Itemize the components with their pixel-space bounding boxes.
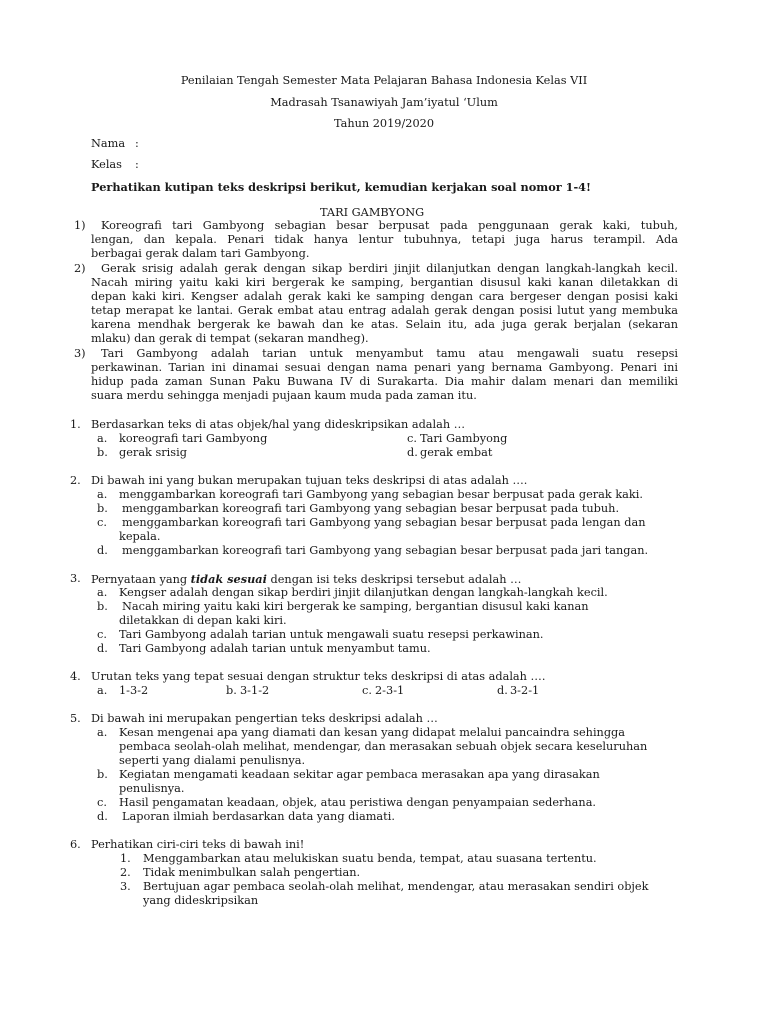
option-text: menggambarkan koreografi tari Gambyong yang sebagian besar berpusat pada lengan dan — [122, 516, 646, 529]
paragraph-number: 2) — [74, 262, 86, 275]
paragraph-number: 1) — [74, 219, 86, 232]
option-text: 3-1-2 — [240, 684, 270, 697]
option-letter: c. — [97, 796, 107, 809]
option-text: gerak srisig — [119, 446, 187, 459]
list-item-number: 1. — [120, 852, 131, 865]
question-number: 1. — [70, 418, 81, 431]
exam-title: Penilaian Tengah Semester Mata Pelajaran Bahasa Indonesia Kelas VII — [180, 74, 588, 87]
option-text-continuation: diletakkan di depan kaki kiri. — [119, 614, 287, 627]
list-item-number: 3. — [120, 880, 131, 893]
option-text: gerak embat — [420, 446, 493, 459]
option-text-continuation: penulisnya. — [119, 782, 185, 795]
paragraph-line: tetap merapat ke lantai. Gerak embat atau entrag adalah gerak dengan posisi lutut yang membuka — [91, 304, 678, 317]
option-text: menggambarkan koreografi tari Gambyong yang sebagian besar berpusat pada jari tangan. — [122, 544, 649, 557]
question-number: 6. — [70, 838, 81, 851]
option-text: Laporan ilmiah berdasarkan data yang diamati. — [122, 810, 395, 823]
paragraph-line: karena mendhak bergerak ke bawah dan ke atas. Selain itu, ada juga gerak berjalan (sekaran — [91, 318, 678, 331]
nama-colon: : — [135, 137, 139, 150]
question-number: 2. — [70, 474, 81, 487]
option-letter: a. — [97, 586, 108, 599]
option-text: Tari Gambyong — [420, 432, 508, 445]
option-letter: b. — [97, 446, 108, 459]
paragraph-line: depan kaki kiri. Kengser adalah gerak kaki ke samping dengan cara bergeser dengan posisi kaki — [91, 290, 678, 303]
paragraph-line: hidup pada zaman Sunan Paku Buwana IV di Surakarta. Dia mahir dalam menari dan memiliki — [91, 375, 678, 388]
option-text: Nacah miring yaitu kaki kiri bergerak ke samping, bergantian disusul kaki kanan — [122, 600, 589, 613]
question-stem: Pernyataan yang tidak sesuai dengan isi teks deskripsi tersebut adalah … — [91, 572, 522, 586]
option-letter: d. — [497, 684, 508, 697]
option-text: menggambarkan koreografi tari Gambyong yang sebagian besar berpusat pada tubuh. — [122, 502, 620, 515]
question-number: 5. — [70, 712, 81, 725]
option-letter: b. — [226, 684, 237, 697]
option-text: 3-2-1 — [510, 684, 540, 697]
paragraph-line: Gerak srisig adalah gerak dengan sikap berdiri jinjit dilanjutkan dengan langkah-langkah kecil. — [101, 262, 678, 275]
paragraph-line: Nacah miring yaitu kaki kiri bergerak ke samping, bergantian disusul kaki kanan diletakkan di — [91, 276, 678, 289]
list-item-number: 2. — [120, 866, 131, 879]
question-number: 4. — [70, 670, 81, 683]
option-text-continuation: pembaca seolah-olah melihat, mendengar, dan merasakan sebuah objek secara keseluruhan — [119, 740, 648, 753]
list-item-text: Bertujuan agar pembaca seolah-olah melihat, mendengar, atau merasakan sendiri objek — [143, 880, 649, 893]
option-text: Tari Gambyong adalah tarian untuk mengawali suatu resepsi perkawinan. — [119, 628, 544, 641]
option-text: koreografi tari Gambyong — [119, 432, 268, 445]
school-year: Tahun 2019/2020 — [333, 117, 435, 130]
passage-title: TARI GAMBYONG — [320, 206, 425, 219]
school-name: Madrasah Tsanawiyah Jam’iyatul ‘Ulum — [270, 96, 498, 109]
question-number: 3. — [70, 572, 81, 585]
question-stem: Urutan teks yang tepat sesuai dengan struktur teks deskripsi di atas adalah …. — [91, 670, 546, 683]
kelas-label: Kelas — [91, 158, 122, 171]
paragraph-line: berbagai gerak dalam tari Gambyong. — [91, 247, 310, 260]
list-item-text: Menggambarkan atau melukiskan suatu benda, tempat, atau suasana tertentu. — [143, 852, 597, 865]
option-letter: b. — [97, 768, 108, 781]
option-letter: a. — [97, 432, 108, 445]
paragraph-line: mlaku) dan gerak di tempat (sekaran mandheg). — [91, 332, 369, 345]
question-stem: Di bawah ini merupakan pengertian teks deskripsi adalah … — [91, 712, 438, 725]
option-text-continuation: kepala. — [119, 530, 161, 543]
question-stem: Berdasarkan teks di atas objek/hal yang dideskripsikan adalah … — [91, 418, 466, 431]
option-text: 2-3-1 — [375, 684, 405, 697]
option-letter: b. — [97, 502, 108, 515]
option-letter: d. — [97, 642, 108, 655]
option-text: Hasil pengamatan keadaan, objek, atau peristiwa dengan penyampaian sederhana. — [119, 796, 597, 809]
option-text: 1-3-2 — [119, 684, 149, 697]
option-letter: d. — [97, 810, 108, 823]
option-text: Kengser adalah dengan sikap berdiri jinjit dilanjutkan dengan langkah-langkah kecil. — [119, 586, 608, 599]
instruction: Perhatikan kutipan teks deskripsi berikut, kemudian kerjakan soal nomor 1-4! — [91, 180, 591, 194]
option-letter: c. — [97, 628, 107, 641]
option-letter: d. — [407, 446, 418, 459]
nama-label: Nama — [91, 137, 126, 150]
option-letter: c. — [407, 432, 417, 445]
option-letter: c. — [97, 516, 107, 529]
option-text-continuation: seperti yang dialami penulisnya. — [119, 754, 306, 767]
question-stem: Di bawah ini yang bukan merupakan tujuan teks deskripsi di atas adalah …. — [91, 474, 528, 487]
option-text: Kegiatan mengamati keadaan sekitar agar pembaca merasakan apa yang dirasakan — [119, 768, 600, 781]
list-item-text: Tidak menimbulkan salah pengertian. — [143, 866, 361, 879]
option-letter: b. — [97, 600, 108, 613]
paragraph-line: suara merdu sehingga menjadi pujaan kaum muda pada zaman itu. — [91, 389, 477, 402]
option-letter: c. — [362, 684, 372, 697]
kelas-colon: : — [135, 158, 139, 171]
paragraph-line: perkawinan. Tarian ini dinamai sesuai dengan nama penari yang bernama Gambyong. Penari ini — [91, 361, 678, 374]
paragraph-line: Tari Gambyong adalah tarian untuk menyambut tamu atau mengawali suatu resepsi — [101, 347, 678, 360]
list-item-continuation: yang dideskripsikan — [143, 894, 259, 907]
paragraph-line: lengan, dan kepala. Penari tidak hanya lentur tubuhnya, tetapi juga harus terampil. Ada — [91, 233, 678, 246]
option-letter: a. — [97, 488, 108, 501]
option-text: menggambarkan koreografi tari Gambyong yang sebagian besar berpusat pada gerak kaki. — [119, 488, 643, 501]
option-text: Tari Gambyong adalah tarian untuk menyambut tamu. — [119, 642, 431, 655]
option-letter: d. — [97, 544, 108, 557]
question-stem: Perhatikan ciri-ciri teks di bawah ini! — [91, 838, 305, 851]
option-letter: a. — [97, 726, 108, 739]
paragraph-line: Koreografi tari Gambyong sebagian besar berpusat pada penggunaan gerak kaki, tubuh, — [101, 219, 678, 232]
option-text: Kesan mengenai apa yang diamati dan kesan yang didapat melalui pancaindra sehingga — [119, 726, 626, 739]
option-letter: a. — [97, 684, 108, 697]
paragraph-number: 3) — [74, 347, 86, 360]
emphasis-text: tidak sesuai — [190, 572, 267, 586]
